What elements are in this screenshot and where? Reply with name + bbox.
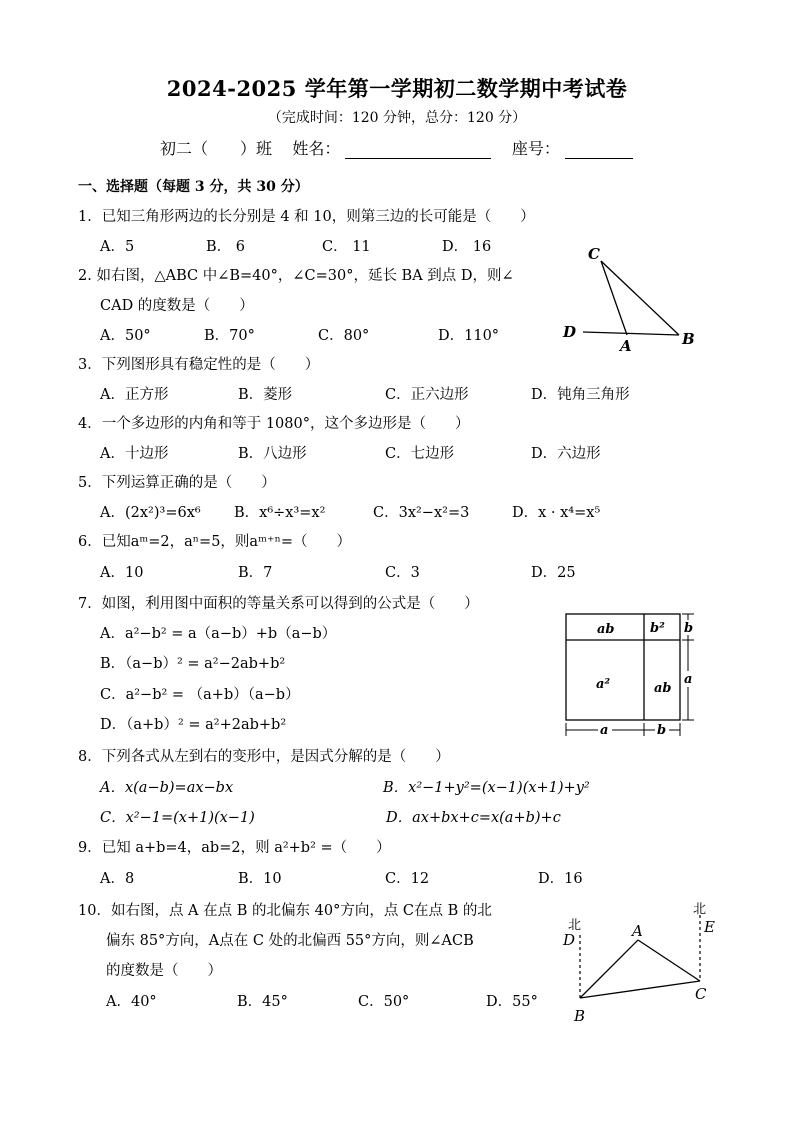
question-2-stem-line2: CAD 的度数是（ ） bbox=[100, 298, 254, 314]
label-a-right: a bbox=[684, 672, 693, 687]
q5-option-c[interactable]: C．3x²−x²=3 bbox=[373, 505, 470, 521]
q7-option-a[interactable]: A．a²−b² = a（a−b）+b（a−b） bbox=[100, 626, 337, 642]
question-5-stem: 5．下列运算正确的是（ ） bbox=[78, 475, 276, 491]
q7-option-d[interactable]: D．（a+b）² = a²+2ab+b² bbox=[100, 717, 287, 733]
seat-blank[interactable] bbox=[565, 142, 633, 159]
q8-option-d[interactable]: D．ax+bx+c=x(a+b)+c bbox=[386, 810, 561, 826]
label-d: D bbox=[563, 323, 577, 341]
segment-cb bbox=[601, 261, 679, 335]
class-label: 初二（ ）班 bbox=[160, 139, 273, 158]
q9-option-a[interactable]: A．8 bbox=[100, 871, 135, 887]
exam-title: 2024-2025 学年第一学期初二数学期中考试卷 bbox=[166, 76, 628, 101]
q6-option-c[interactable]: C．3 bbox=[385, 565, 420, 581]
label-c: C bbox=[695, 985, 707, 1003]
q2-option-c[interactable]: C．80° bbox=[318, 328, 370, 344]
label-ab-right: ab bbox=[654, 681, 672, 696]
question-3-stem: 3．下列图形具有稳定性的是（ ） bbox=[78, 357, 320, 373]
question-6-stem: 6．已知aᵐ=2，aⁿ=5，则aᵐ⁺ⁿ=（ ） bbox=[78, 534, 352, 550]
q5-option-b[interactable]: B．x⁶÷x³=x² bbox=[234, 505, 326, 521]
q3-option-b[interactable]: B．菱形 bbox=[238, 387, 293, 403]
label-c: C bbox=[588, 245, 600, 263]
q7-option-b[interactable]: B．（a−b）² = a²−2ab+b² bbox=[100, 656, 286, 672]
q10-option-a[interactable]: A．40° bbox=[106, 994, 157, 1010]
exam-subtitle: （完成时间：120 分钟，总分：120 分） bbox=[267, 110, 527, 126]
segment-ca bbox=[601, 261, 627, 335]
q6-option-a[interactable]: A．10 bbox=[100, 565, 144, 581]
north-label-right: 北 bbox=[693, 902, 707, 917]
seat-label: 座号： bbox=[511, 139, 560, 158]
label-d: D bbox=[563, 931, 576, 949]
question-10-stem-line1: 10．如右图，点 A 在点 B 的北偏东 40°方向，点 C在点 B 的北 bbox=[78, 903, 492, 919]
q4-option-a[interactable]: A．十边形 bbox=[100, 446, 169, 462]
label-e: E bbox=[704, 918, 715, 936]
label-b-bottom: b bbox=[657, 723, 667, 738]
area-square-figure bbox=[560, 608, 705, 740]
q3-option-a[interactable]: A．正方形 bbox=[100, 387, 169, 403]
question-7-stem: 7．如图，利用图中面积的等量关系可以得到的公式是（ ） bbox=[78, 596, 479, 612]
q8-option-a[interactable]: A．x(a−b)=ax−bx bbox=[100, 780, 234, 796]
segment-bc bbox=[580, 981, 700, 998]
q2-option-d[interactable]: D．110° bbox=[438, 328, 500, 344]
label-a: A bbox=[632, 922, 643, 940]
name-blank[interactable] bbox=[345, 142, 491, 159]
label-a: A bbox=[620, 337, 632, 355]
q5-option-a[interactable]: A．(2x²)³=6x⁶ bbox=[100, 505, 201, 521]
triangle-abc-figure bbox=[555, 240, 705, 355]
question-9-stem: 9．已知 a+b=4，ab=2，则 a²+b² =（ ） bbox=[78, 840, 391, 856]
q8-option-b[interactable]: B．x²−1+y²=(x−1)(x+1)+y² bbox=[383, 780, 590, 796]
label-a-squared: a² bbox=[596, 677, 611, 692]
q1-option-d[interactable]: D． 16 bbox=[442, 239, 492, 255]
segment-db bbox=[583, 332, 679, 335]
question-10-stem-line3: 的度数是（ ） bbox=[106, 963, 222, 979]
q1-option-a[interactable]: A．5 bbox=[100, 239, 135, 255]
segment-ba bbox=[580, 940, 638, 998]
label-b: B bbox=[682, 330, 695, 348]
q1-option-b[interactable]: B． 6 bbox=[206, 239, 245, 255]
q9-option-b[interactable]: B．10 bbox=[238, 871, 282, 887]
q3-option-c[interactable]: C．正六边形 bbox=[385, 387, 469, 403]
section-title: 一、选择题（每题 3 分，共 30 分） bbox=[78, 179, 309, 195]
label-a-bottom: a bbox=[600, 723, 609, 738]
q7-option-c[interactable]: C．a²−b² = （a+b）（a−b） bbox=[100, 687, 300, 703]
q6-option-b[interactable]: B．7 bbox=[238, 565, 273, 581]
north-label-left: 北 bbox=[568, 918, 582, 933]
q4-option-d[interactable]: D．六边形 bbox=[531, 446, 601, 462]
q2-option-a[interactable]: A．50° bbox=[100, 328, 151, 344]
question-2-stem-line1: 2. 如右图，△ABC 中∠B=40°，∠C=30°，延长 BA 到点 D，则∠ bbox=[78, 268, 514, 284]
question-10-stem-line2: 偏东 85°方向，A点在 C 处的北偏西 55°方向，则∠ACB bbox=[106, 933, 474, 949]
label-b: B bbox=[574, 1007, 586, 1025]
q9-option-c[interactable]: C．12 bbox=[385, 871, 430, 887]
question-4-stem: 4．一个多边形的内角和等于 1080°，这个多边形是（ ） bbox=[78, 416, 470, 432]
name-label: 姓名： bbox=[292, 139, 341, 158]
q4-option-b[interactable]: B．八边形 bbox=[238, 446, 307, 462]
segment-ac bbox=[638, 940, 700, 981]
q10-option-c[interactable]: C．50° bbox=[358, 994, 410, 1010]
q4-option-c[interactable]: C．七边形 bbox=[385, 446, 455, 462]
q2-option-b[interactable]: B．70° bbox=[204, 328, 255, 344]
label-b-right: b bbox=[684, 621, 694, 636]
q5-option-d[interactable]: D．x · x⁴=x⁵ bbox=[512, 505, 601, 521]
q6-option-d[interactable]: D．25 bbox=[531, 565, 576, 581]
label-ab-top: ab bbox=[597, 622, 615, 637]
q10-option-d[interactable]: D．55° bbox=[486, 994, 538, 1010]
q8-option-c[interactable]: C．x²−1=(x+1)(x−1) bbox=[100, 810, 255, 826]
student-info-line bbox=[160, 136, 633, 159]
question-1-stem: 1．已知三角形两边的长分别是 4 和 10，则第三边的长可能是（ ） bbox=[78, 209, 535, 225]
question-8-stem: 8．下列各式从左到右的变形中，是因式分解的是（ ） bbox=[78, 749, 450, 765]
q9-option-d[interactable]: D．16 bbox=[538, 871, 583, 887]
q10-option-b[interactable]: B．45° bbox=[237, 994, 288, 1010]
q3-option-d[interactable]: D．钝角三角形 bbox=[531, 387, 630, 403]
q1-option-c[interactable]: C． 11 bbox=[322, 239, 371, 255]
label-b-squared: b² bbox=[650, 621, 665, 636]
bearing-figure bbox=[555, 895, 725, 1030]
